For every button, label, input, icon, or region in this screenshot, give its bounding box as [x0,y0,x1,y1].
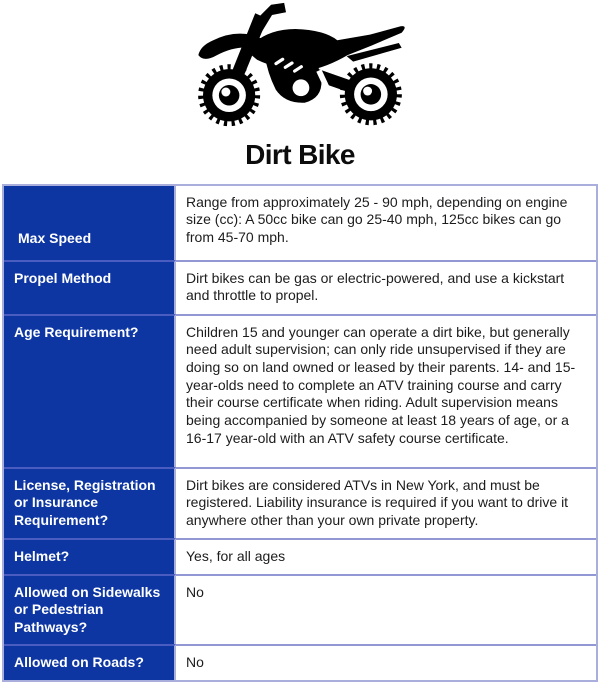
row-value: Children 15 and younger can operate a dirt bike, but generally need adult supervision; can only ride unsupervised if they are doing so on land owned or leased by their parents. 14- and 15-year-olds need to complete an ATV training course and carry their course certificate when riding. Adult supervision means being accompanied by someone at least 18 years of age, or a 16-17 year-old with an ATV safety course certificate. [176,314,596,467]
table-row-propel-method [4,260,596,314]
row-label: Max Speed [4,186,176,260]
row-value: No [176,574,596,645]
table-row-license-registration-insurance [4,467,596,538]
row-value: Yes, for all ages [176,538,596,574]
row-label: Propel Method [4,260,176,314]
row-label: Allowed on Sidewalks or Pedestrian Pathways? [4,574,176,645]
spec-table [2,184,598,682]
table-row-max-speed [4,186,596,260]
row-value: Dirt bikes can be gas or electric-powered, and use a kickstart and throttle to propel. [176,260,596,314]
page-title: Dirt Bike [245,139,355,170]
table-row-sidewalks-pathways [4,574,596,645]
row-value: Dirt bikes are considered ATVs in New York, and must be registered. Liability insurance is required if you want to drive it anywhere other than your own private property. [176,467,596,538]
row-label: Helmet? [4,538,176,574]
table-row-age-requirement [4,314,596,467]
hero-section [0,0,600,171]
row-label: Age Requirement? [4,314,176,467]
row-value: Range from approximately 25 - 90 mph, depending on engine size (cc): A 50cc bike can go 25-40 mph, 125cc bikes can go from 45-70 mph. [176,186,596,260]
row-label: License, Registration or Insurance Requirement? [4,467,176,538]
table-row-helmet [4,538,596,574]
row-label: Allowed on Roads? [4,644,176,680]
table-row-roads [4,644,596,680]
row-value: No [176,644,596,680]
dirt-bike-icon [181,2,419,140]
